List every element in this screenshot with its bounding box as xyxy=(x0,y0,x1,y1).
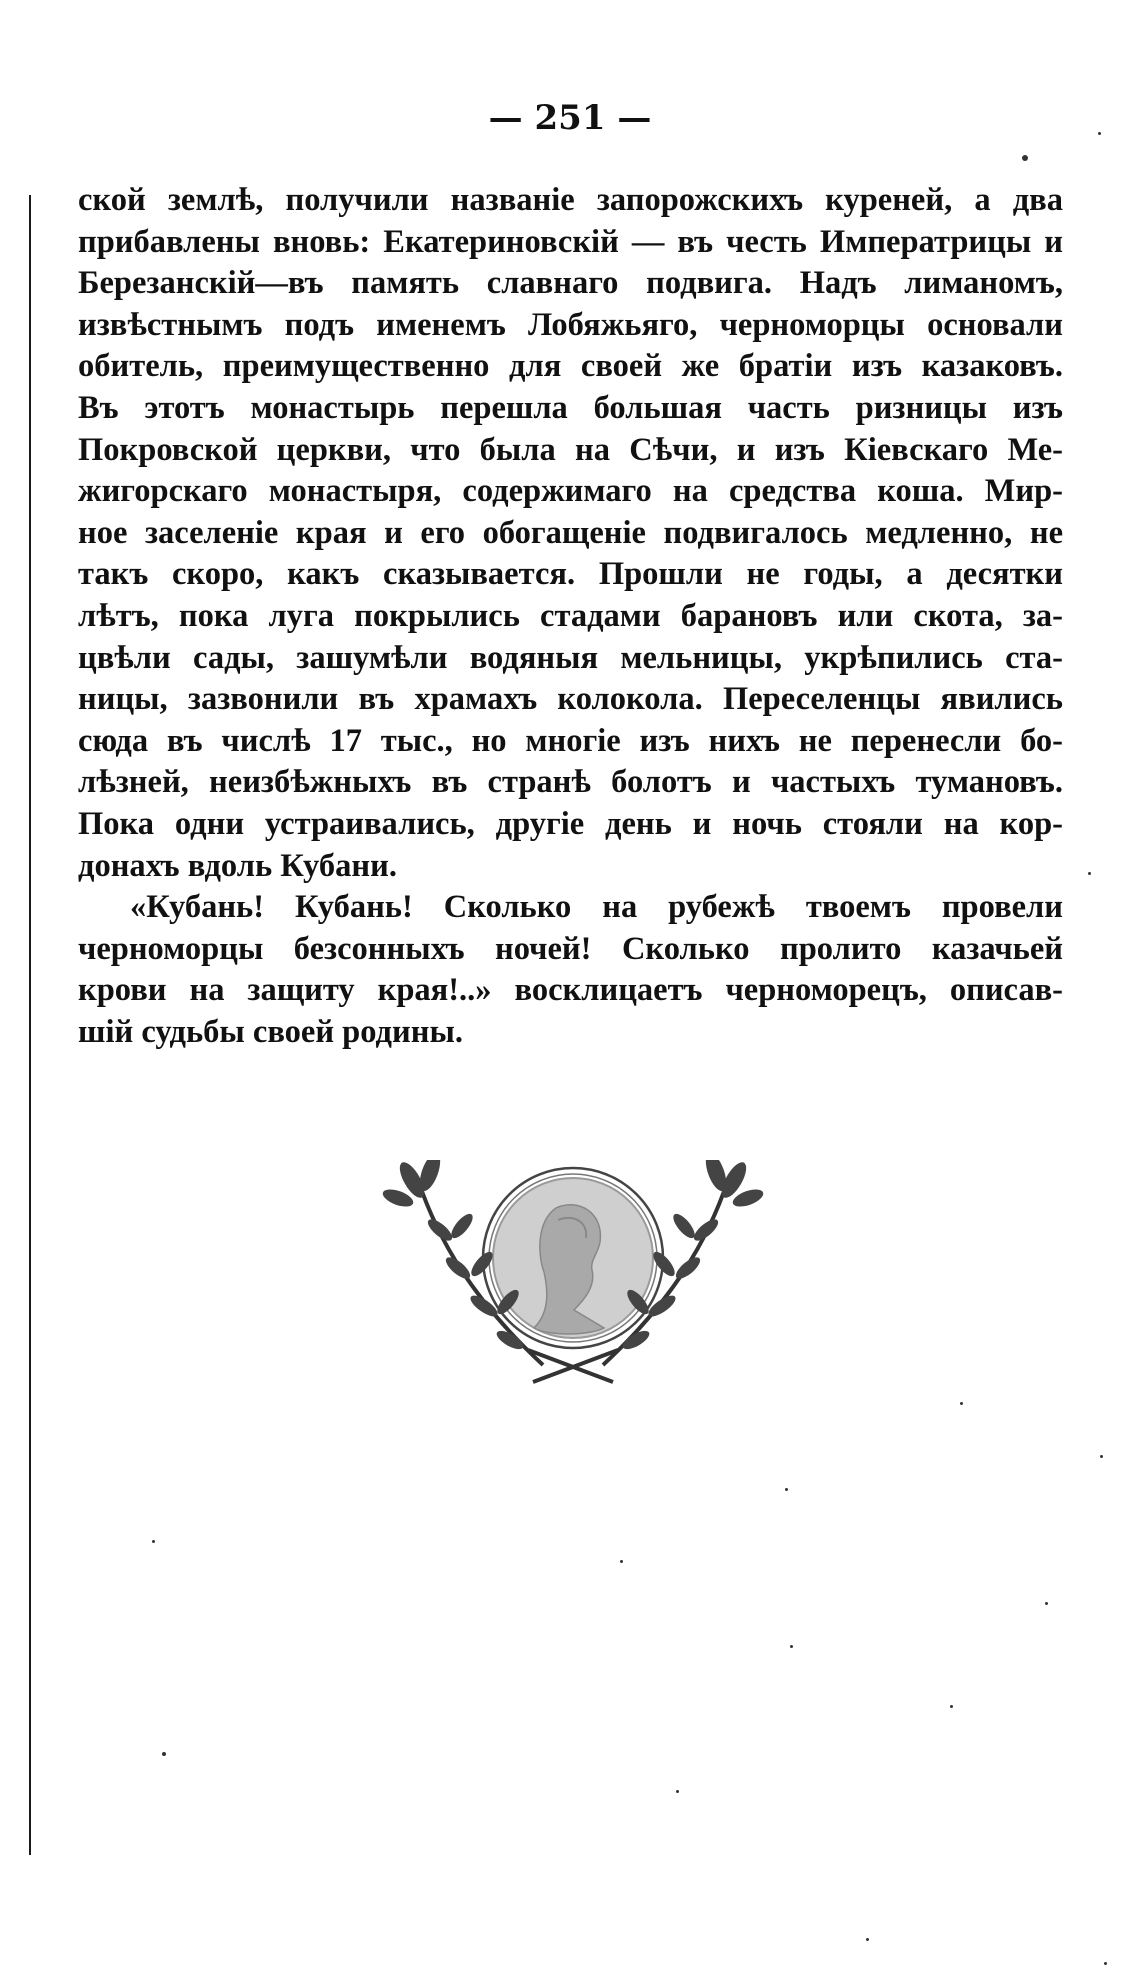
text-line: Пока одни устраивались, другіе день и ночь стояли на кор- xyxy=(78,805,1063,842)
text-line: «Кубань! Кубань! Сколько на рубежѣ твоемъ провели xyxy=(130,889,1063,926)
text-line: такъ скоро, какъ сказывается. Прошли не годы, а десятки xyxy=(78,556,1063,593)
scan-speck xyxy=(790,1645,793,1648)
scan-speck xyxy=(950,1705,953,1708)
text-line: Покровской церкви, что была на Сѣчи, и изъ Кіевскаго Ме- xyxy=(78,431,1063,468)
scan-speck xyxy=(1098,132,1101,135)
scan-speck xyxy=(152,1540,155,1543)
text-line: черноморцы безсонныхъ ночей! Сколько пролито казачьей xyxy=(78,930,1063,967)
text-line: ской землѣ, получили названіе запорожскихъ куреней, а два xyxy=(78,182,1063,218)
text-line: жигорскаго монастыря, содержимаго на средства коша. Мир- xyxy=(78,473,1063,510)
text-line: обитель, преимущественно для своей же братіи изъ казаковъ. xyxy=(78,348,1063,385)
paragraph xyxy=(78,180,1063,887)
scan-speck xyxy=(1045,1602,1048,1605)
scan-speck xyxy=(960,1402,963,1405)
scan-speck xyxy=(1022,155,1028,161)
text-line: донахъ вдоль Кубани. xyxy=(78,847,397,884)
text-line: ное заселеніе края и его обогащеніе подвигалось медленно, не xyxy=(78,514,1063,551)
scan-speck xyxy=(1104,1962,1107,1965)
text-line: Въ этотъ монастырь перешла большая часть ризницы изъ xyxy=(78,389,1063,426)
scan-speck xyxy=(1100,1455,1103,1458)
body-text xyxy=(78,180,1063,1053)
text-line: лѣзней, неизбѣжныхъ въ странѣ болотъ и частыхъ тумановъ. xyxy=(78,764,1063,801)
text-line: ницы, зазвонили въ храмахъ колокола. Переселенцы явились xyxy=(78,681,1063,718)
binding-edge-line xyxy=(29,195,31,1855)
scan-speck xyxy=(785,1488,788,1491)
scan-speck xyxy=(162,1752,166,1756)
scan-speck xyxy=(1088,872,1091,875)
text-line: Березанскій—въ память славнаго подвига. Надъ лиманомъ, xyxy=(78,265,1063,302)
scan-speck xyxy=(676,1790,679,1793)
text-line: прибавлены вновь: Екатериновскій — въ честь Императрицы и xyxy=(78,223,1063,260)
text-line: шій судьбы своей родины. xyxy=(78,1013,463,1050)
text-line: сюда въ числѣ 17 тыс., но многіе изъ нихъ не перенесли бо- xyxy=(78,722,1063,759)
page-number: — 251 — xyxy=(488,98,652,138)
paragraph xyxy=(78,887,1063,1053)
text-line: крови на защиту края!..» восклицаетъ черноморецъ, описав- xyxy=(78,972,1063,1009)
text-line: цвѣли сады, зашумѣли водяныя мельницы, укрѣпились ста- xyxy=(78,639,1063,676)
text-line: извѣстнымъ подъ именемъ Лобяжьяго, черноморцы основали xyxy=(78,306,1063,343)
scan-speck xyxy=(620,1560,623,1563)
laurel-medallion-portrait-icon xyxy=(378,1160,768,1390)
scan-speck xyxy=(866,1938,869,1941)
text-line: лѣтъ, пока луга покрылись стадами барановъ или скота, за- xyxy=(78,597,1063,634)
